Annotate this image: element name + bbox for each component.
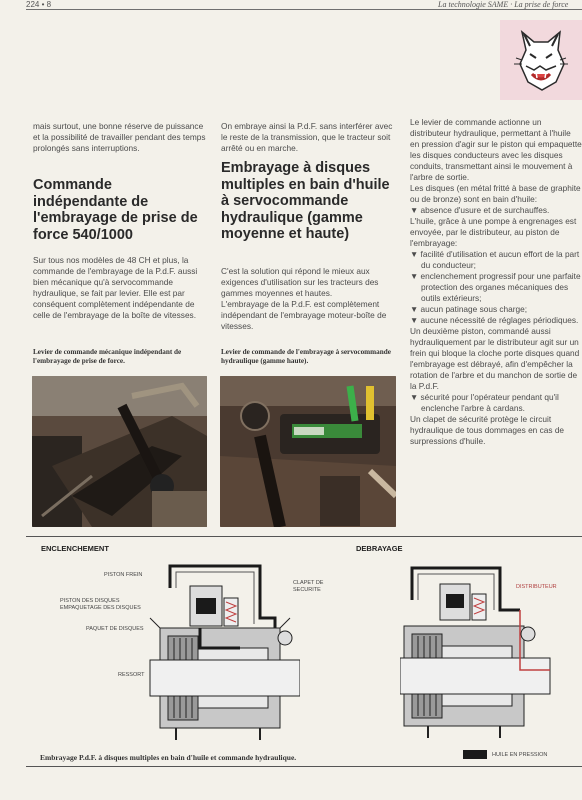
col1-caption: Levier de commande mécanique indépendant de l'embrayage de prise de force. — [33, 348, 182, 365]
diagram-right-title: DEBRAYAGE — [356, 544, 403, 553]
label-clapet: CLAPET DE SECURITE — [293, 580, 324, 593]
diagram-top-rule — [26, 536, 582, 537]
col3-paragraph-2: Les disques (en métal fritté à base de graphite ou de bronze) sont en bain d'huile: — [410, 183, 581, 204]
col3-text — [410, 117, 582, 447]
diagram-bottom-rule — [26, 766, 582, 767]
engaged-clutch-diagram — [140, 558, 300, 748]
col1-heading: Commande indépendante de l'embrayage de prise de force 540/1000 — [33, 177, 198, 243]
col2-heading: Embrayage à disques multiples en bain d'huile à servocommande hydraulique (gamme moyenne et haute) — [221, 160, 390, 242]
col3-paragraph-5: Un clapet de sécurité protège le circuit hydraulique de tous dommages en cas de surpressions d'huile. — [410, 414, 565, 446]
col1-intro: mais surtout, une bonne réserve de puissance et la possibilité de travailler pendant des temps prolongés sans interruptions. — [33, 121, 206, 153]
tiger-logo — [500, 20, 582, 100]
page-number: 224 • 8 — [26, 0, 52, 9]
label-ressort: RESSORT — [118, 672, 145, 678]
label-piston-frein: PISTON FREIN — [104, 572, 143, 578]
bullet-text: absence d'usure et de surchauffes. — [420, 205, 550, 215]
oil-pressure-legend-swatch — [463, 750, 487, 759]
label-piston-disques: PISTON DES DISQUES EMPAQUETAGE DES DISQUES — [60, 598, 141, 611]
bullet-icon: ▼ — [410, 271, 421, 281]
bullet-text: enclenchement progressif pour une parfaite protection des organes mécaniques des outils extérieurs; — [420, 271, 581, 303]
header-rule — [26, 9, 582, 10]
col3-bullet-5 — [410, 315, 582, 326]
col2-paragraph-1: C'est la solution qui répond le mieux aux exigences d'utilisation sur les tracteurs des gammes moyennes et hautes. — [221, 266, 379, 298]
col2-paragraph-2: L'embrayage de la P.d.F. est complètement indépendant de l'embrayage moteur-boîte de vitesses. — [221, 299, 387, 331]
col3-bullet-4 — [410, 304, 582, 315]
page-header — [0, 0, 582, 14]
label-paquet-disques: PAQUET DE DISQUES — [86, 626, 144, 632]
bullet-icon: ▼ — [410, 304, 421, 314]
label-distributeur: DISTRIBUTEUR — [516, 584, 557, 590]
mechanical-lever-photo — [32, 376, 207, 527]
bullet-text: sécurité pour l'opérateur pendant qu'il enclenche l'arbre à cardans. — [420, 392, 559, 413]
bullet-text: aucune nécessité de réglages périodiques. — [420, 315, 579, 325]
col3-bullet-1 — [410, 205, 582, 216]
col3-paragraph-1: Le levier de commande actionne un distributeur hydraulique, permettant à l'huile en pression d'agir sur le piston qui empaquette les disques conducteurs avec les disques conduits, transmettant ainsi le mouvement à l'arbre de sortie. — [410, 117, 582, 182]
bullet-icon: ▼ — [410, 315, 421, 325]
running-title: La technologie SAME · La prise de force — [438, 0, 569, 9]
col3-bullet-3 — [410, 271, 582, 304]
bullet-icon: ▼ — [410, 205, 421, 215]
bullet-text: facilité d'utilisation et aucun effort de la part du conducteur; — [420, 249, 580, 270]
col3-paragraph-3: L'huile, grâce à une pompe à engrenages est envoyée, par le distributeur, au piston de l'embrayage: — [410, 216, 577, 248]
oil-pressure-legend-label: HUILE EN PRESSION — [492, 752, 548, 758]
col1-paragraph: Sur tous nos modèles de 48 CH et plus, la commande de l'embrayage de la P.d.F. aussi bien mécanique qu'à servocommande hydraulique, se fait par levier. Elle est par conséquent complètement indépendante de celle de l'embrayage de la boîte de vitesses. — [33, 255, 198, 320]
hydraulic-lever-photo — [220, 376, 396, 527]
bullet-icon: ▼ — [410, 249, 421, 259]
diagram-caption: Embrayage P.d.F. à disques multiples en bain d'huile et commande hydraulique. — [40, 753, 297, 762]
col2-caption: Levier de commande de l'embrayage à servocommande hydraulique (gamme haute). — [221, 348, 391, 365]
col3-bullet-6 — [410, 392, 582, 414]
bullet-text: aucun patinage sous charge; — [420, 304, 528, 314]
col3-bullet-2 — [410, 249, 582, 271]
bullet-icon: ▼ — [410, 392, 421, 402]
col3-paragraph-4: Un deuxième piston, commandé aussi hydrauliquement par le distributeur agit sur un frein qui bloque la cloche porte disques quand l'embrayage est débrayé, afin d'empêcher la rotation de l'arbre et du manchon de sortie de la P.d.F. — [410, 326, 580, 391]
col2-intro: On embraye ainsi la P.d.F. sans interférer avec le reste de la transmission, que le tracteur soit arrêté ou en marche. — [221, 121, 393, 153]
diagram-left-title: ENCLENCHEMENT — [41, 544, 109, 553]
